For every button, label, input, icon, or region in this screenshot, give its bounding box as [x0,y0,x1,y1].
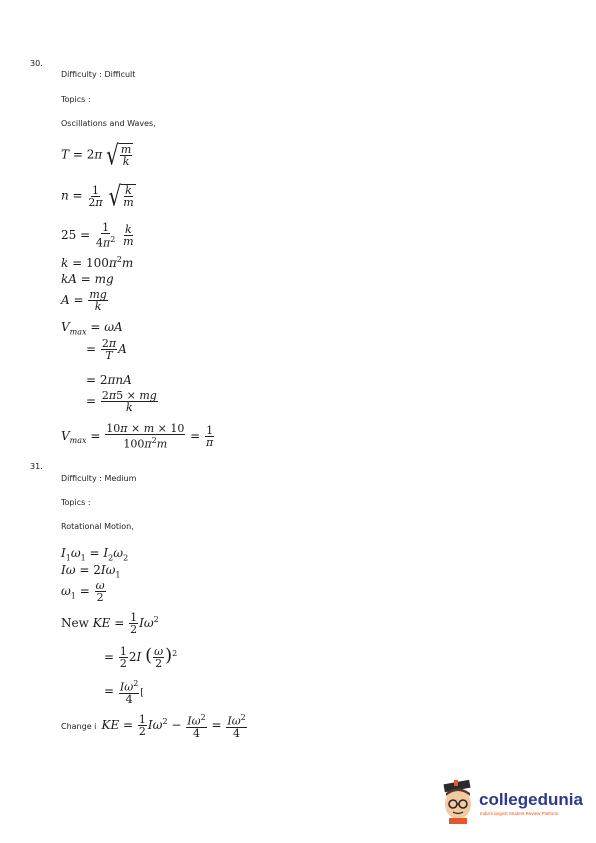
equation-A: A = $\frac{mg}{k}$ [61,288,107,313]
topics-label: Topics : [61,498,91,507]
mascot-icon [440,780,476,824]
topics-label: Topics : [61,95,91,104]
equation-vmax-4: = $\frac{2\pi 5 \times mg}{k}$ [86,389,157,414]
question-number: 31. [30,462,43,471]
equation-kA: kA = mg [61,272,114,286]
equation-vmax: $V_{max} = \omega A$ [61,320,123,337]
equation-Iw: $I\omega = 2I\omega_1$ [61,563,121,580]
brand-logo[interactable] [440,780,590,830]
brand-name: collegedunia [479,790,583,809]
equation-vmax-5: $V_{max}$ = $\frac{10\pi \times m \times 10}{100\pi^2m}$ = $\frac{1}{\pi}$ [61,422,214,451]
equation-w1: $\omega_1$ = $\frac{\omega}{2}$ [61,579,105,604]
equation-change-ke: Change i KE = $\frac{1}{2}$ $I\omega^2$ − $\frac{I\omega^2}{4}$ = $\frac{I\omega^2}{4}$ [61,712,246,740]
brand-tagline: India's largest Student Review Platform [480,811,559,816]
equation-new-ke-3: = $\frac{I\omega^2}{4}$ [ [104,679,144,706]
equation-new-ke-2: = $\frac{1}{2}$ 2I ( $\frac{\omega}{2}$ )$^2$ [104,645,178,670]
difficulty-label: Difficulty : Medium [61,474,137,483]
equation-new-ke: New KE = $\frac{1}{2}$ $I\omega^2$ [61,611,159,636]
equation-k: $k = 100\pi^2m$ [61,255,134,270]
question-number: 30. [30,59,43,68]
equation-frequency: n = $\frac{1}{2\pi}$ √ $\frac{k}{m}$ [61,179,134,213]
difficulty-label: Difficulty : Difficult [61,70,136,79]
change-label: Change i [61,721,97,731]
equation-vmax-3: = 2πnA [86,373,132,387]
equation-vmax-2: = $\frac{2\pi}{T}$ A [86,337,127,362]
equation-period: T = 2π √ $\frac{m}{k}$ [61,138,132,172]
equation-25: 25 = $\frac{1}{4\pi^2}$ $\frac{k}{m}$ [61,221,134,250]
topic-text: Oscillations and Waves, [61,119,156,128]
equation-angular-momentum: $I_1\omega_1 = I_2\omega_2$ [61,546,129,563]
topic-text: Rotational Motion, [61,522,134,531]
